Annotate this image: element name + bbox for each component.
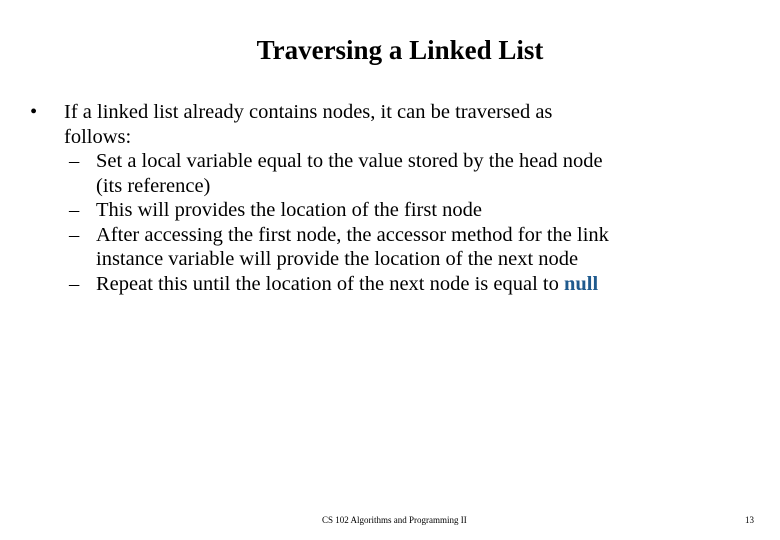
sub-item-text-line-1: This will provides the location of the first node xyxy=(96,199,483,221)
sub-item-text-line-2: instance variable will provide the location of the next node xyxy=(96,248,579,270)
sub-item xyxy=(30,272,750,297)
sub-item-text-line-1: Repeat this until the location of the next node is equal to xyxy=(96,272,564,295)
bullet-item xyxy=(30,100,750,125)
bullet-text-line-2: follows: xyxy=(64,125,132,148)
sub-item xyxy=(30,149,750,174)
bullet-marker: • xyxy=(30,101,38,123)
dash-marker: – xyxy=(69,199,80,221)
sub-item xyxy=(30,223,750,248)
sub-item-text-line-1: Set a local variable equal to the value stored by the head node xyxy=(96,150,603,172)
footer-page-number: 13 xyxy=(745,515,754,525)
null-keyword: null xyxy=(563,272,599,295)
sub-item-continuation xyxy=(30,174,750,199)
footer-course-name: CS 102 Algorithms and Programming II xyxy=(322,515,467,525)
dash-marker: – xyxy=(69,150,80,172)
slide-title: Traversing a Linked List xyxy=(256,35,544,65)
slide-content xyxy=(30,100,750,296)
dash-marker: – xyxy=(69,272,80,295)
sub-item xyxy=(30,198,750,223)
sub-item-text-line-2: (its reference) xyxy=(96,174,211,197)
bullet-item-continuation xyxy=(30,125,750,150)
sub-item-text-line-1: After accessing the first node, the accessor method for the link xyxy=(96,223,609,246)
sub-item-continuation xyxy=(30,247,750,272)
bullet-text-line-1: If a linked list already contains nodes, it can be traversed as xyxy=(64,101,553,123)
dash-marker: – xyxy=(69,223,80,246)
